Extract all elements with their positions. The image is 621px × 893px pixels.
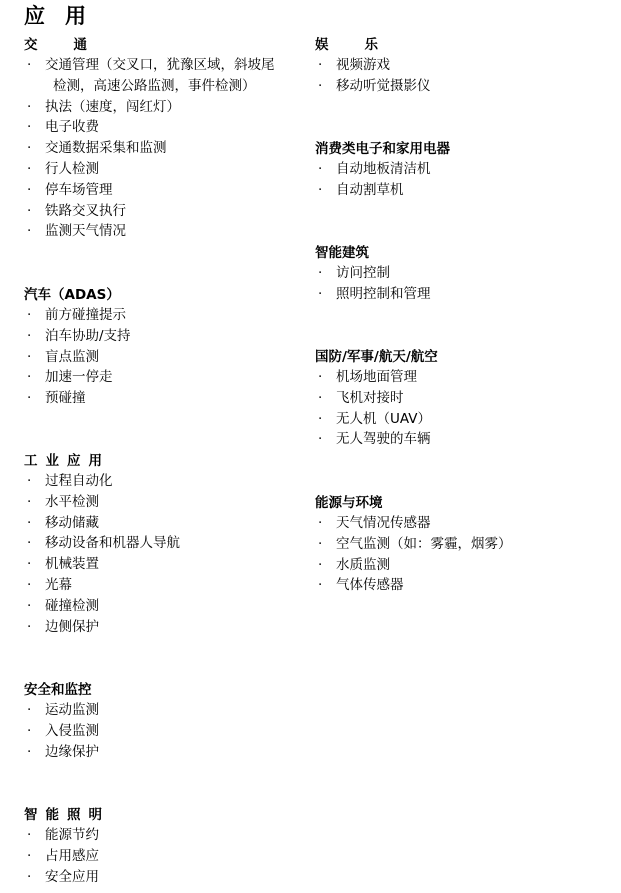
bullet-icon: ·: [27, 160, 32, 177]
list-item: · 自动地板清洁机: [315, 159, 615, 180]
bullet-icon: ·: [27, 307, 32, 323]
bullet-icon: ·: [27, 348, 32, 365]
bullet-icon: ·: [318, 181, 323, 198]
list-item: · 边缘保护: [24, 742, 324, 763]
bullet-icon: ·: [27, 473, 32, 489]
bullet-icon: ·: [27, 535, 32, 552]
list-item: · 空气监测（如：雾霾，烟雾）: [315, 534, 615, 555]
item-list: [24, 471, 324, 637]
bullet-icon: ·: [318, 265, 323, 281]
list-item: · 无人机（UAV）: [315, 409, 615, 430]
section-title: 交通: [24, 37, 123, 53]
bullet-icon: ·: [318, 556, 323, 573]
item-list: [315, 55, 615, 97]
section-title: 智能照明: [24, 807, 110, 823]
bullet-icon: ·: [27, 597, 32, 614]
section-title: 智能建筑: [315, 245, 369, 261]
bullet-icon: ·: [318, 369, 323, 385]
section-industrial: [24, 451, 324, 637]
section-title: 能源与环境: [315, 495, 383, 511]
list-item: · 铁路交叉执行: [24, 201, 324, 222]
item-list: [315, 263, 615, 305]
bullet-icon: ·: [27, 327, 32, 344]
list-item: · 运动监测: [24, 700, 324, 721]
list-item: · 过程自动化: [24, 471, 324, 492]
bullet-icon: ·: [318, 285, 323, 302]
bullet-icon: ·: [27, 556, 32, 573]
bullet-icon: ·: [318, 161, 323, 177]
bullet-icon: ·: [27, 223, 32, 240]
bullet-icon: ·: [318, 389, 323, 406]
section-title: 工业应用: [24, 453, 110, 469]
section-energy-environment: [315, 493, 615, 596]
bullet-icon: ·: [318, 535, 323, 552]
bullet-icon: ·: [27, 868, 32, 885]
section-title: 国防/军事/航天/航空: [315, 349, 438, 365]
list-item: · 自动割草机: [315, 180, 615, 201]
section-title: 娱乐: [315, 37, 414, 53]
list-item: · 碰撞检测: [24, 596, 324, 617]
item-list: [315, 159, 615, 201]
bullet-icon: ·: [27, 493, 32, 510]
list-item: · 行人检测: [24, 159, 324, 180]
list-item: · 停车场管理: [24, 180, 324, 201]
list-item: · 能源节约: [24, 825, 324, 846]
section-title: 汽车（ADAS）: [24, 287, 120, 303]
section-consumer-electronics: [315, 139, 615, 201]
list-item: · 电子收费: [24, 117, 324, 138]
list-item: · 加速一停走: [24, 367, 324, 388]
list-item: · 监测天气情况: [24, 221, 324, 242]
section-security-surveillance: [24, 680, 324, 762]
list-item: · 水质监测: [315, 555, 615, 576]
list-item: · 机场地面管理: [315, 367, 615, 388]
list-item: · 视频游戏: [315, 55, 615, 76]
list-item: · 移动听觉摄影仪: [315, 76, 615, 97]
bullet-icon: ·: [27, 181, 32, 198]
item-list: [24, 700, 324, 762]
list-item: · 移动设备和机器人导航: [24, 533, 324, 554]
bullet-icon: ·: [27, 514, 32, 531]
list-item: · 无人驾驶的车辆: [315, 429, 615, 450]
item-list: [315, 513, 615, 596]
bullet-icon: ·: [27, 722, 32, 739]
list-item: · 前方碰撞提示: [24, 305, 324, 326]
item-list: [315, 367, 615, 450]
bullet-icon: ·: [27, 743, 32, 760]
bullet-icon: ·: [27, 827, 32, 843]
bullet-icon: ·: [27, 847, 32, 864]
list-item: · 边侧保护: [24, 617, 324, 638]
list-item: · 水平检测: [24, 492, 324, 513]
item-list: [24, 55, 324, 242]
bullet-icon: ·: [27, 140, 32, 157]
bullet-icon: ·: [27, 576, 32, 593]
bullet-icon: ·: [27, 369, 32, 386]
section-automotive-adas: [24, 285, 324, 409]
bullet-icon: ·: [27, 202, 32, 219]
bullet-icon: ·: [27, 702, 32, 718]
bullet-icon: ·: [318, 77, 323, 94]
item-list: [24, 305, 324, 409]
bullet-icon: ·: [318, 410, 323, 427]
bullet-icon: ·: [27, 618, 32, 635]
list-item: · 天气情况传感器: [315, 513, 615, 534]
section-entertainment: [315, 35, 615, 97]
section-title: 安全和监控: [24, 682, 92, 698]
list-item: · 入侵监测: [24, 721, 324, 742]
item-list: [24, 825, 324, 887]
list-item: · 飞机对接时: [315, 388, 615, 409]
list-item: · 执法（速度，闯红灯）: [24, 97, 324, 118]
page-title: 应用: [24, 3, 106, 28]
list-item: · 泊车协助/支持: [24, 326, 324, 347]
bullet-icon: ·: [27, 119, 32, 136]
section-title: 消费类电子和家用电器: [315, 141, 450, 157]
section-defense-aerospace: [315, 347, 615, 450]
bullet-icon: ·: [318, 57, 323, 73]
list-item: · 访问控制: [315, 263, 615, 284]
list-item: · 气体传感器: [315, 575, 615, 596]
bullet-icon: ·: [318, 515, 323, 531]
list-item: · 安全应用: [24, 867, 324, 888]
bullet-icon: ·: [318, 577, 323, 594]
list-item: · 交通管理（交叉口，犹豫区域，斜坡尾 检测，高速公路监测，事件检测）: [27, 57, 275, 94]
list-item: · 占用感应: [24, 846, 324, 867]
list-item: · 光幕: [24, 575, 324, 596]
bullet-icon: ·: [27, 57, 32, 73]
list-item: · 交通数据采集和监测: [24, 138, 324, 159]
list-item: · 预碰撞: [24, 388, 324, 409]
section-smart-building: [315, 243, 615, 305]
list-item: · 盲点监测: [24, 347, 324, 368]
list-item: · 照明控制和管理: [315, 284, 615, 305]
list-item: · 机械装置: [24, 554, 324, 575]
bullet-icon: ·: [27, 390, 32, 407]
section-traffic: [24, 35, 324, 242]
bullet-icon: ·: [27, 98, 32, 115]
section-smart-lighting: [24, 805, 324, 887]
list-item: · 移动储藏: [24, 513, 324, 534]
bullet-icon: ·: [318, 431, 323, 448]
